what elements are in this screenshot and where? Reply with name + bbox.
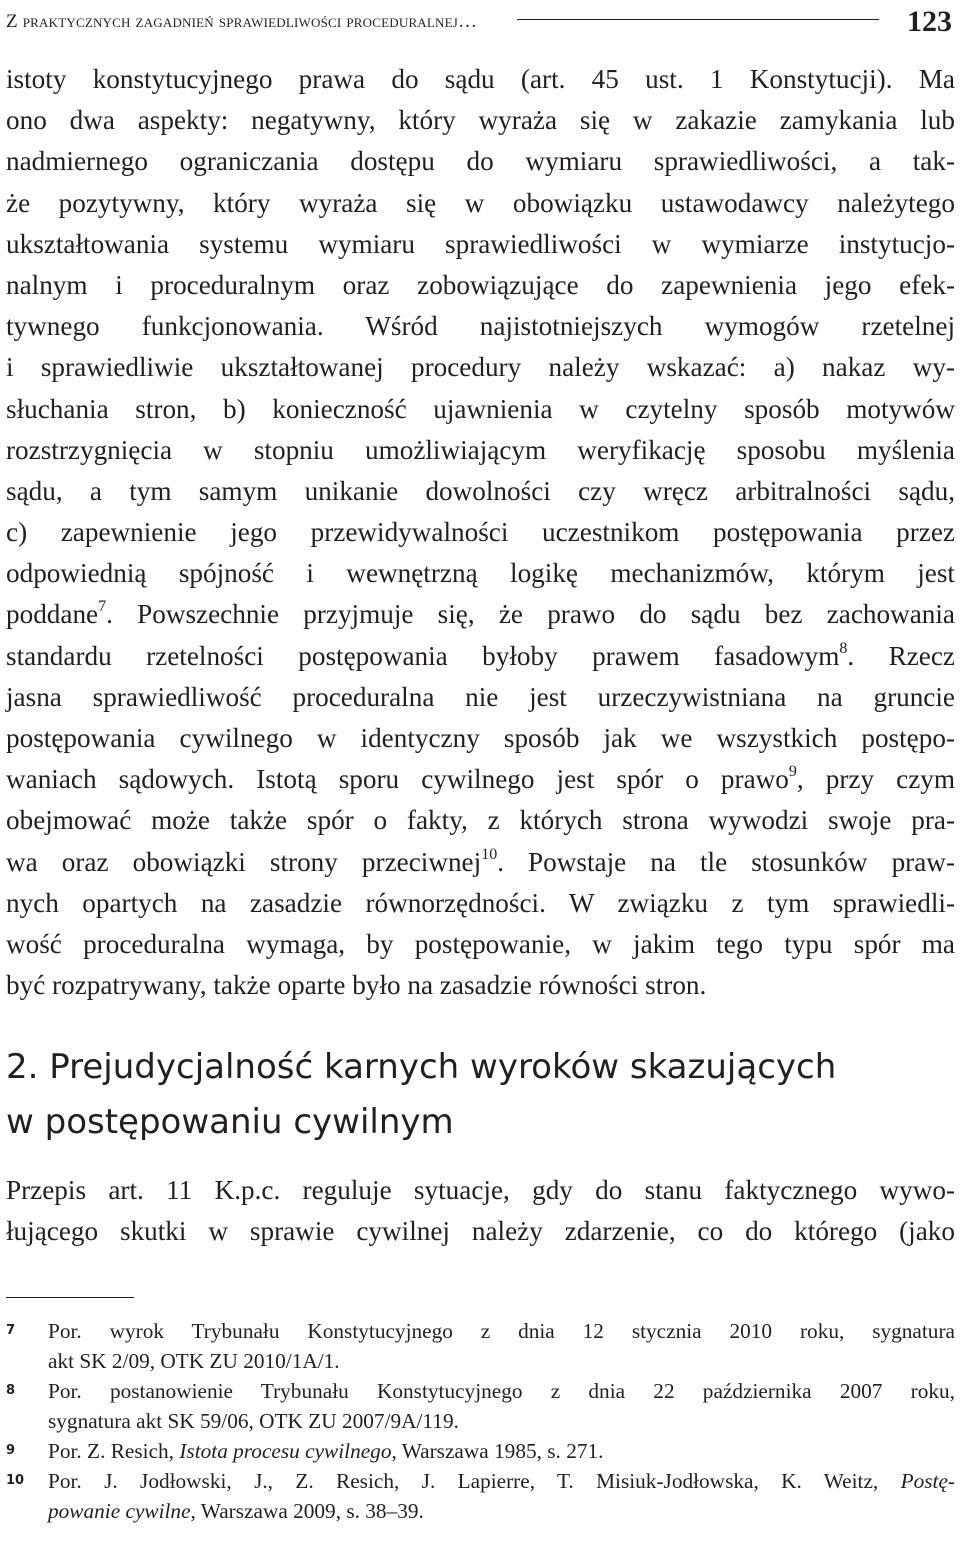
text-line	[6, 759, 955, 800]
running-header-title: Z praktycznych zagadnień sprawiedliwości proceduralnej…	[6, 11, 478, 32]
text-line	[6, 594, 955, 635]
text-line: ono dwa aspekty: negatywny, który wyraża się w zakazie zamykania lub	[6, 105, 955, 136]
text-line: nych opartych na zasadzie równorzędności. W związku z tym sprawiedli-	[6, 887, 955, 918]
footnote-line: Por. wyrok Trybunału Konstytucyjnego z dnia 12 stycznia 2010 roku, sygnatura	[48, 1319, 955, 1343]
footnote-line	[48, 1436, 955, 1466]
footnote-number: 8	[6, 1383, 16, 1398]
section-heading	[6, 1040, 955, 1150]
text-line: Przepis art. 11 K.p.c. reguluje sytuacje, gdy do stanu faktycznego wywo-	[6, 1175, 955, 1205]
text-fragment: . Powszechnie przyjmuje się, że prawo do sądu bez zachowania	[106, 599, 955, 630]
text-line: być rozpatrywany, także oparte było na zasadzie równości stron.	[6, 970, 707, 1001]
footnote-line	[48, 1496, 955, 1526]
text-line: nadmiernego ograniczania dostępu do wymiaru sprawiedliwości, a tak-	[6, 146, 955, 177]
text-fragment: . Rzecz	[847, 640, 955, 671]
footnote-number: 10	[6, 1473, 25, 1488]
footnote-text: , Warszawa 2009, s. 38–39.	[190, 1499, 424, 1523]
footnote-number: 9	[6, 1443, 16, 1458]
section-heading-line: 2. Prejudycjalność karnych wyroków skazujących	[6, 1047, 837, 1087]
page-number: 123	[907, 5, 952, 38]
footnote-text: , Warszawa 1985, s. 271.	[391, 1439, 604, 1463]
text-fragment: standardu rzetelności postępowania byłoby prawem fasadowym	[6, 640, 840, 671]
footnote-ref-7[interactable]: 7	[98, 598, 107, 616]
cited-title: Istota procesu cywilnego	[179, 1439, 392, 1463]
footnote-9	[6, 1436, 955, 1466]
text-line: obejmować może także spór o fakty, z których strona wywodzi swoje pra-	[6, 805, 955, 836]
footnote-line: Por. postanowienie Trybunału Konstytucyjnego z dnia 22 października 2007 roku,	[48, 1379, 955, 1403]
cited-title: powanie cywilne	[48, 1499, 191, 1523]
text-fragment: . Powstaje na tle stosunków praw-	[497, 846, 955, 877]
text-line: jasna sprawiedliwość proceduralna nie jest urzeczywistniana na gruncie	[6, 681, 955, 712]
text-line: że pozytywny, który wyraża się w obowiązku ustawodawcy należytego	[6, 187, 955, 218]
footnote-line: sygnatura akt SK 59/06, OTK ZU 2007/9A/119.	[48, 1409, 459, 1433]
section-heading-line: w postępowaniu cywilnym	[6, 1102, 454, 1142]
text-line: odpowiednią spójność i wewnętrzną logikę mechanizmów, którym jest	[6, 558, 955, 589]
text-line: c) zapewnienie jego przewidywalności uczestnikom postępowania przez	[6, 517, 955, 548]
footnote-text: Por. J. Jodłowski, J., Z. Resich, J. Lapierre, T. Misiuk-Jodłowska, K. Weitz,	[48, 1469, 901, 1493]
text-line: postępowania cywilnego w identyczny sposób jak we wszystkich postępo-	[6, 723, 955, 753]
footnote-ref-9[interactable]: 9	[788, 763, 797, 781]
text-line	[6, 842, 955, 883]
text-line: rozstrzygnięcia w stopniu umożliwiającym weryfikację sposobu myślenia	[6, 434, 955, 465]
text-line	[6, 636, 955, 677]
text-line: słuchania stron, b) konieczność ujawnienia w czytelny sposób motywów	[6, 393, 955, 424]
text-line: sądu, a tym samym unikanie dowolności czy wręcz arbitralności sądu,	[6, 475, 955, 506]
text-fragment: wa oraz obowiązki strony przeciwnej	[6, 846, 482, 877]
text-line: łującego skutki w sprawie cywilnej należy zdarzenie, co do którego (jako	[6, 1216, 955, 1247]
section-paragraph	[6, 1170, 955, 1252]
text-line: wość proceduralna wymaga, by postępowanie, w jakim tego typu spór ma	[6, 928, 955, 959]
footnote-8	[6, 1376, 955, 1436]
text-fragment: poddane	[6, 599, 99, 630]
text-line: tywnego funkcjonowania. Wśród najistotniejszych wymogów rzetelnej	[6, 311, 955, 342]
footnote-10	[6, 1466, 955, 1526]
text-fragment: waniach sądowych. Istotą sporu cywilnego jest spór o prawo	[6, 764, 789, 795]
text-line: ukształtowania systemu wymiaru sprawiedliwości w wymiarze instytucjo-	[6, 228, 955, 259]
text-line: istoty konstytucyjnego prawa do sądu (art. 45 ust. 1 Konstytucji). Ma	[6, 64, 955, 94]
footnote-text: Por. Z. Resich,	[48, 1439, 180, 1463]
main-paragraph	[6, 59, 955, 1006]
text-fragment: , przy czym	[796, 764, 956, 795]
footnote-line: akt SK 2/09, OTK ZU 2010/1A/1.	[48, 1349, 340, 1373]
header-rule	[517, 19, 879, 20]
footnote-ref-10[interactable]: 10	[481, 845, 498, 863]
footnote-number: 7	[6, 1323, 16, 1338]
footnote-separator	[6, 1297, 134, 1298]
cited-title: Postę-	[900, 1469, 955, 1493]
footnote-ref-8[interactable]: 8	[839, 639, 848, 657]
footnote-line	[48, 1466, 955, 1496]
text-line: nalnym i proceduralnym oraz zobowiązujące do zapewnienia jego efek-	[6, 269, 955, 300]
text-line: i sprawiedliwie ukształtowanej procedury należy wskazać: a) nakaz wy-	[6, 352, 955, 383]
running-header	[6, 2, 952, 42]
footnotes	[6, 1316, 955, 1526]
footnote-7	[6, 1316, 955, 1376]
